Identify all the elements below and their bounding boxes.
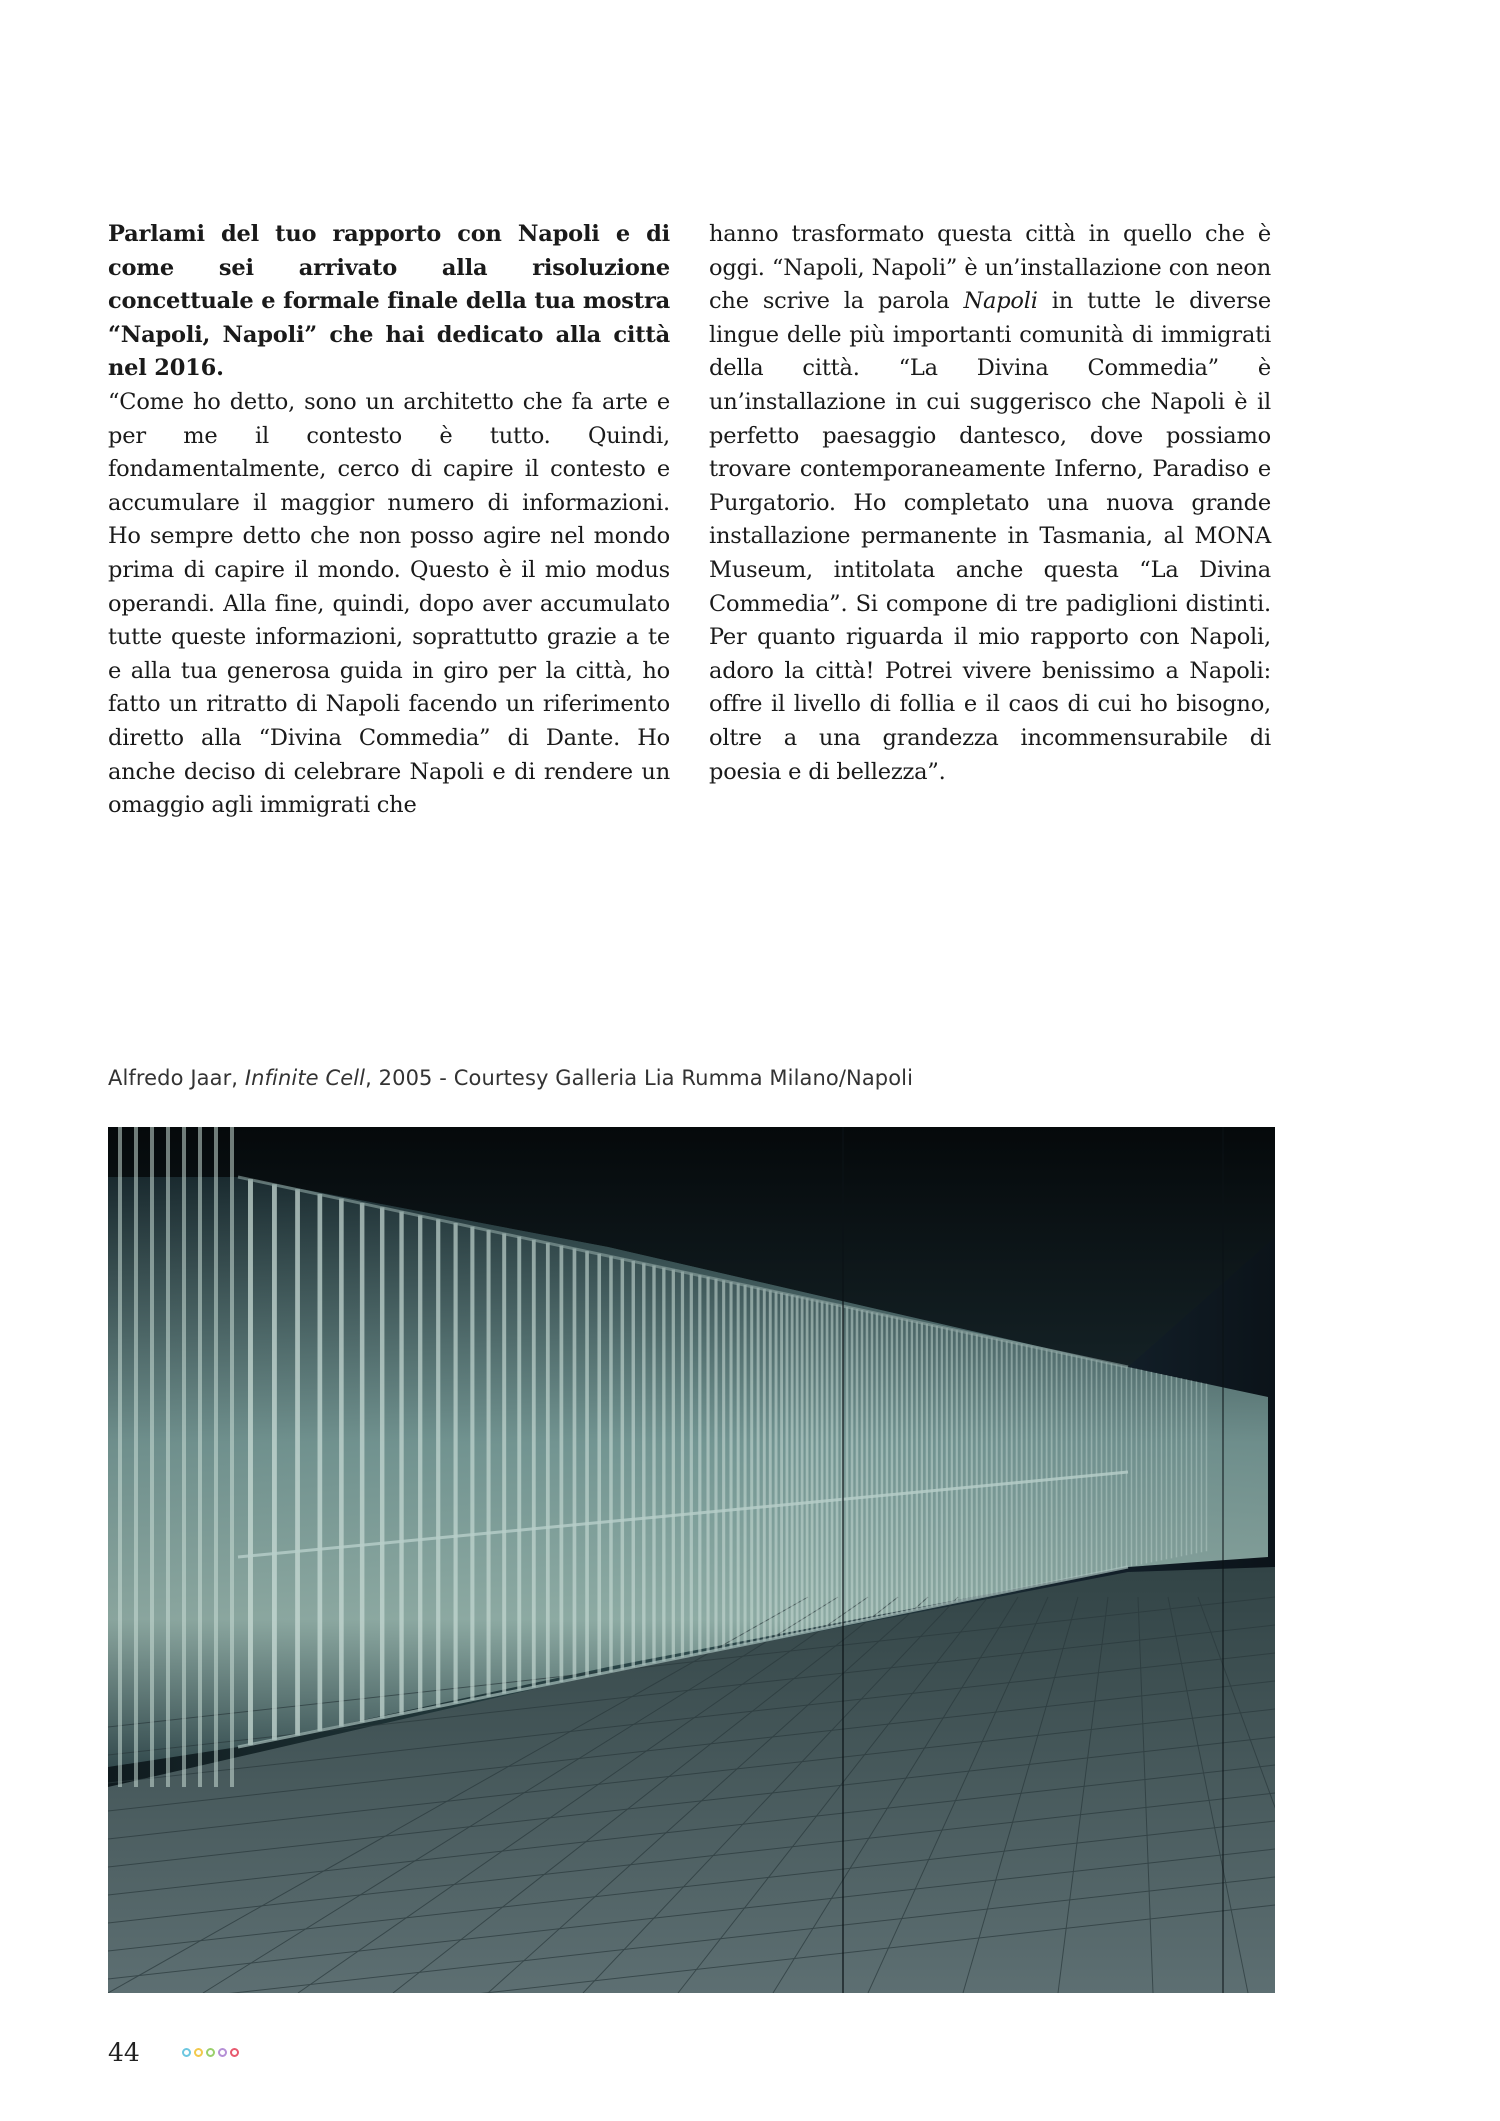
cell-bar: [1001, 1340, 1003, 1593]
cell-bar: [1066, 1354, 1068, 1580]
cell-bar: [1126, 1367, 1128, 1568]
cell-bar: [418, 1215, 422, 1710]
cell-bar: [150, 1127, 154, 1787]
cell-bar: [1041, 1348, 1043, 1584]
cell-bar: [1176, 1377, 1178, 1557]
cell-bar: [198, 1127, 202, 1787]
cell-bar: [1086, 1358, 1088, 1576]
cell-bar: [681, 1272, 684, 1658]
cell-bar: [1166, 1375, 1168, 1559]
cell-bar: [632, 1261, 635, 1667]
interview-answer-part2: [709, 218, 1271, 789]
cell-bar: [757, 1288, 760, 1642]
cell-bar: [1141, 1370, 1143, 1565]
cell-bar: [706, 1277, 709, 1652]
cell-bar: [966, 1332, 968, 1599]
cell-bar: [931, 1325, 933, 1607]
cell-bar: [560, 1246, 564, 1682]
cell-bar: [856, 1309, 859, 1622]
cell-bar: [573, 1248, 577, 1679]
cell-bar: [941, 1327, 943, 1605]
cell-bar: [672, 1270, 675, 1660]
cell-bar: [1121, 1365, 1123, 1568]
cell-bar: [1181, 1378, 1183, 1556]
page-footer: [108, 2038, 239, 2067]
cell-bar: [763, 1289, 766, 1641]
cell-bar: [609, 1256, 613, 1672]
cell-bar: [134, 1127, 138, 1787]
cell-bar: [1031, 1346, 1033, 1586]
cell-bar: [1161, 1374, 1163, 1560]
cell-bar: [470, 1227, 474, 1700]
cell-bar: [1116, 1364, 1118, 1569]
cell-bar: [1196, 1381, 1198, 1553]
cell-bar: [791, 1295, 794, 1635]
caption-rest: , 2005 - Courtesy Galleria Lia Rumma Milano/Napoli: [365, 1066, 914, 1090]
cell-bar: [911, 1321, 913, 1611]
decorative-dot: [194, 2048, 203, 2057]
cell-bar: [399, 1211, 403, 1714]
cell-bar: [971, 1333, 973, 1598]
cell-bar: [436, 1219, 440, 1707]
cell-bar: [118, 1127, 122, 1787]
cell-bar: [585, 1251, 589, 1677]
cell-bar: [826, 1302, 829, 1628]
cell-bar: [652, 1265, 655, 1663]
decorative-dot: [182, 2048, 191, 2057]
cell-bar: [454, 1223, 458, 1703]
cell-bar: [1046, 1349, 1048, 1583]
cell-bar: [906, 1320, 908, 1612]
cell-bar: [816, 1300, 819, 1630]
cell-bar: [811, 1299, 814, 1631]
cell-bar: [876, 1313, 878, 1618]
cell-bar: [846, 1307, 849, 1624]
cell-bar: [214, 1127, 218, 1787]
cell-bar: [1096, 1360, 1098, 1573]
cell-bar: [1021, 1344, 1023, 1589]
cell-bar: [775, 1292, 778, 1639]
cell-bar: [1056, 1352, 1058, 1582]
cell-bar: [1091, 1359, 1093, 1575]
cell-bar: [851, 1308, 854, 1623]
article-column-right: [709, 218, 1271, 789]
cell-bar: [961, 1331, 963, 1601]
answer-text-a: hanno trasformato questa città in quello che è oggi. “Napoli, Napoli” è un’installazione con neon che scrive la parola: [709, 221, 1271, 315]
cell-bar: [921, 1323, 923, 1609]
cell-bar: [750, 1286, 753, 1643]
cell-bar: [769, 1290, 772, 1639]
cell-bar: [1106, 1362, 1108, 1571]
cell-bar: [1136, 1369, 1138, 1566]
cell-bar: [597, 1254, 601, 1675]
cell-bar: [1036, 1347, 1038, 1585]
cell-bar: [698, 1275, 701, 1654]
cell-bar: [1206, 1384, 1208, 1552]
cell-bar: [886, 1315, 888, 1616]
cell-bar: [806, 1298, 809, 1632]
cell-bar: [786, 1294, 789, 1636]
photo-caption: [108, 1066, 913, 1090]
cell-bar: [318, 1194, 323, 1731]
cell-bar: [936, 1326, 938, 1606]
cell-bar: [871, 1312, 874, 1619]
interview-answer-part1: “Come ho detto, sono un architetto che fa arte e per me il contesto è tutto. Quindi, fondamentalmente, cerco di capire il contesto e accumulare il maggior numero di informazioni. Ho sempre detto che non posso agire nel mondo prima di capire il mondo. Questo è il mio modus operandi. Alla fine, quindi, dopo aver accumulato tutte queste informazioni, soprattutto grazie a te e alla tua generosa guida in giro per la città, ho fatto un ritratto di Napoli facendo un riferimento diretto alla “Divina Commedia” di Dante. Ho anche deciso di celebrare Napoli e di rendere un omaggio agli immigrati che: [108, 388, 670, 819]
cell-bar: [881, 1314, 883, 1617]
cell-bar: [690, 1273, 693, 1655]
cell-bar: [1171, 1376, 1173, 1558]
cell-bar: [380, 1207, 384, 1718]
cell-bar: [836, 1305, 839, 1627]
cell-bar: [517, 1237, 521, 1691]
cell-bar: [339, 1199, 344, 1727]
cell-bar: [166, 1127, 170, 1787]
cell-bar: [831, 1304, 834, 1628]
cell-bar: [502, 1233, 506, 1693]
cell-bar: [1186, 1379, 1188, 1555]
cell-bar: [1051, 1351, 1053, 1583]
cell-bar: [642, 1263, 645, 1665]
cell-bar: [230, 1127, 234, 1787]
decorative-dot: [230, 2048, 239, 2057]
decorative-dots: [182, 2048, 239, 2057]
cell-bar: [1146, 1371, 1148, 1564]
infinite-cell-image: [108, 1127, 1275, 1993]
cell-bar: [1071, 1355, 1073, 1579]
cell-bar: [248, 1179, 253, 1745]
answer-text-b: in tutte le diverse lingue delle più importanti comunità di immigrati della città. “La Divina Commedia” è un’installazione in cui suggerisco che Napoli è il perfetto paesaggio dantesco, dove possiamo trovare contemporaneamente Inferno, Paradiso e Purgatorio. Ho completato una nuova grande installazione permanente in Tasmania, al MONA Museum, intitolata anche questa “La Divina Commedia”. Si compone di tre padiglioni distinti. Per quanto riguarda il mio rapporto con Napoli, adoro la città! Potrei vivere benissimo a Napoli: offre il livello di follia e il caos di cui ho bisogno, oltre a una grandezza incommensurabile di poesia e di bellezza”.: [709, 288, 1271, 785]
cell-bar: [866, 1311, 869, 1620]
cell-bar: [821, 1301, 824, 1629]
cell-bar: [487, 1230, 491, 1697]
cell-bar: [1151, 1372, 1153, 1563]
cell-bar: [891, 1316, 893, 1615]
cell-bar: [662, 1268, 665, 1662]
cell-bar: [1156, 1373, 1158, 1561]
page-number: 44: [108, 2038, 140, 2067]
caption-artist: Alfredo Jaar,: [108, 1066, 245, 1090]
interview-question: Parlami del tuo rapporto con Napoli e di come sei arrivato alla risoluzione concettuale e formale finale della tua mostra “Napoli, Napoli” che hai dedicato alla città nel 2016.: [108, 221, 670, 382]
cell-bar: [896, 1317, 898, 1614]
cell-bar: [1061, 1353, 1063, 1581]
article-column-left: [108, 218, 670, 823]
cell-bar: [986, 1337, 988, 1596]
answer-italic-word: Napoli: [963, 288, 1038, 315]
cell-bar: [532, 1240, 536, 1688]
cell-bar: [744, 1285, 747, 1645]
cell-bar: [1076, 1356, 1078, 1578]
cell-bar: [1131, 1368, 1133, 1567]
cell-bar: [780, 1293, 783, 1638]
artwork-photo: [108, 1127, 1275, 1993]
cell-bar: [722, 1280, 725, 1649]
cell-bar: [295, 1189, 300, 1735]
decorative-dot: [206, 2048, 215, 2057]
cell-bar: [861, 1310, 864, 1621]
cell-bar: [901, 1318, 903, 1612]
cell-bar: [976, 1334, 978, 1597]
cell-bar: [621, 1259, 624, 1670]
cell-bar: [1081, 1357, 1083, 1577]
cell-bar: [926, 1324, 928, 1608]
decorative-dot: [218, 2048, 227, 2057]
cell-bar: [981, 1336, 983, 1597]
cell-bar: [182, 1127, 186, 1787]
caption-title: Infinite Cell: [244, 1066, 366, 1090]
cell-bar: [1026, 1345, 1028, 1588]
cell-bar: [1111, 1363, 1113, 1570]
cell-bar: [796, 1296, 799, 1634]
cell-bar: [991, 1338, 993, 1595]
cell-bar: [737, 1283, 740, 1646]
cell-bar: [996, 1339, 998, 1594]
cell-bar: [951, 1329, 953, 1603]
cell-bar: [730, 1282, 733, 1648]
cell-bar: [956, 1330, 958, 1602]
cell-bar: [946, 1328, 948, 1604]
cell-bar: [1016, 1343, 1018, 1590]
cell-bar: [1011, 1342, 1013, 1591]
cell-bar: [801, 1297, 804, 1633]
cell-bar: [360, 1203, 365, 1722]
cell-bar: [546, 1243, 550, 1685]
cell-bar: [714, 1279, 717, 1651]
cell-bar: [1101, 1361, 1103, 1572]
cell-bar: [1006, 1341, 1008, 1592]
cell-bar: [916, 1322, 918, 1610]
cell-bar: [1191, 1380, 1193, 1554]
cell-bar: [1201, 1383, 1203, 1553]
cell-bar: [272, 1184, 277, 1740]
